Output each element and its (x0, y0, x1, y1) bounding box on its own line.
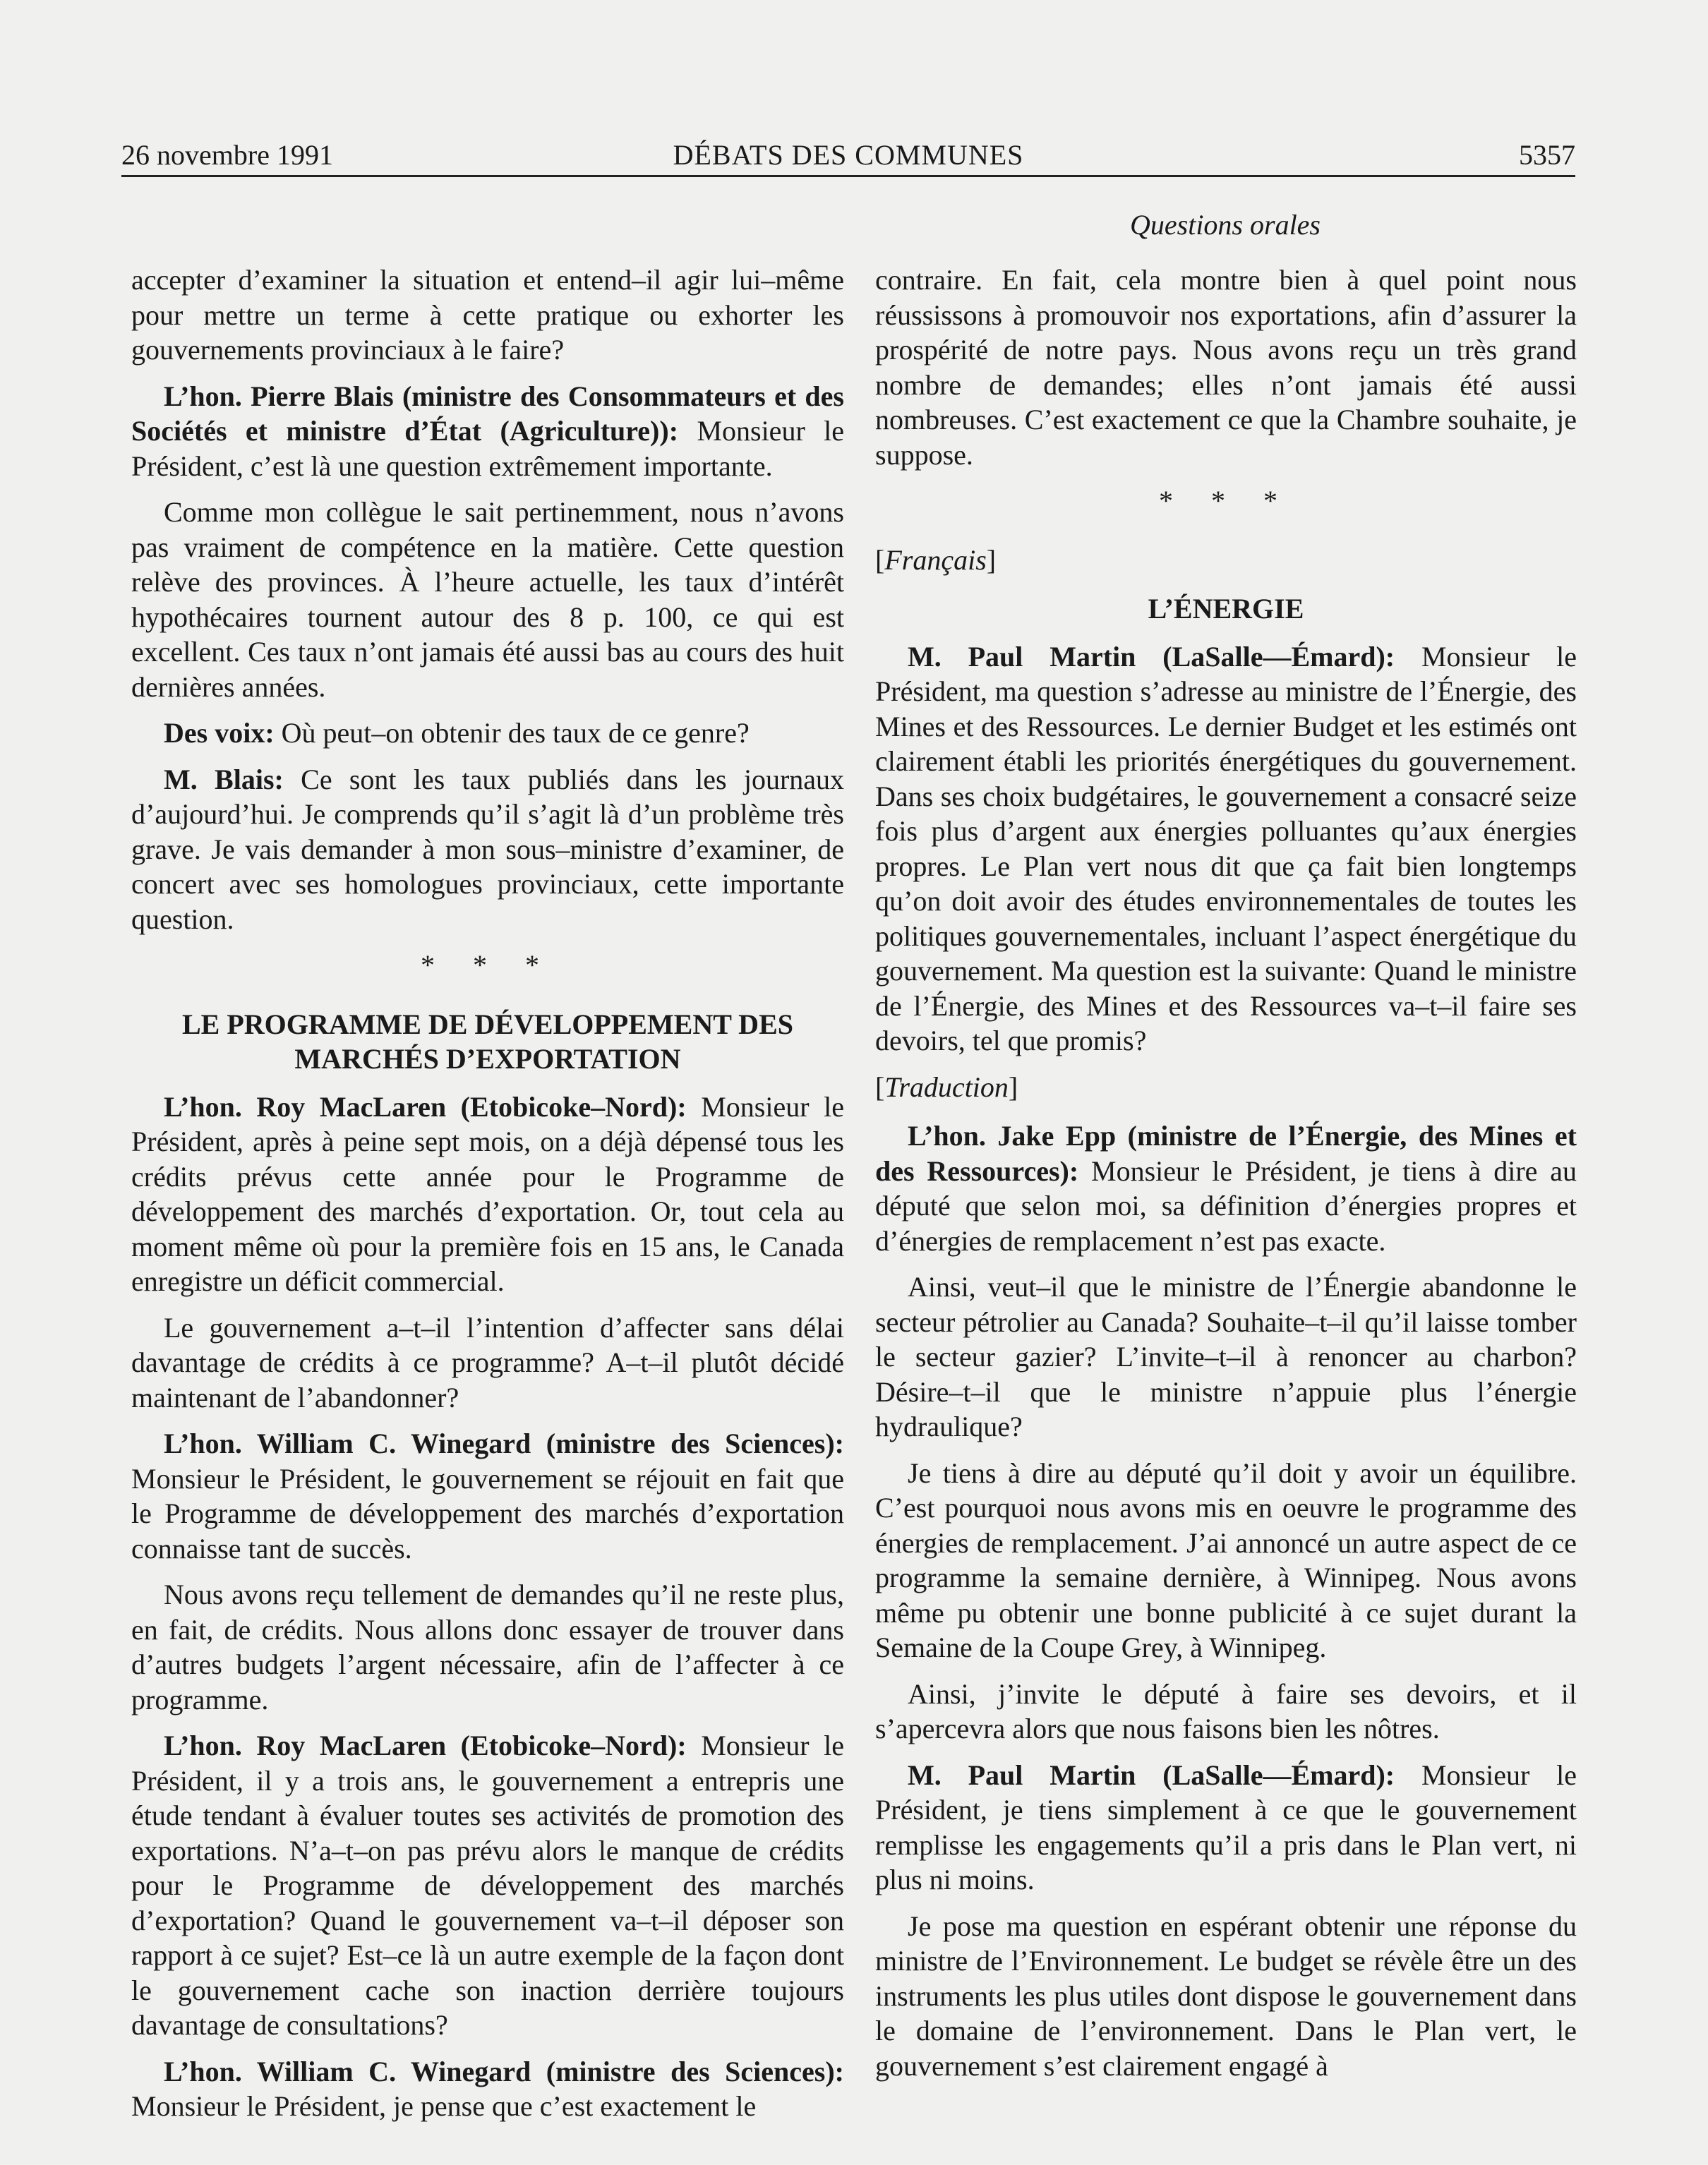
speaker-name: M. Paul Martin (LaSalle—Émard): (908, 640, 1395, 673)
speech-paragraph (131, 1728, 844, 2043)
speaker-name: M. Blais: (164, 763, 284, 795)
speech-paragraph (875, 1758, 1577, 1898)
speaker-name: L’hon. Jake Epp (ministre de l’Énergie, des Mines et des Ressources): (875, 1120, 1577, 1187)
language-label: Français (884, 543, 987, 576)
header-publication: DÉBATS DES COMMUNES (673, 139, 1024, 171)
speech-text: Où peut–on obtenir des taux de ce genre? (281, 717, 750, 749)
speech-paragraph (131, 716, 844, 751)
paragraph: Ainsi, j’invite le député à faire ses devoirs, et il s’apercevra alors que nous faisons bien les nôtres. (875, 1677, 1577, 1744)
speech-paragraph (131, 1426, 844, 1566)
speaker-name: L’hon. William C. Winegard (ministre des Sciences): (164, 2055, 844, 2087)
speech-text: Ce sont les taux publiés dans les journaux d’aujourd’hui. Je comprends qu’il s’agit là d’un problème très grave. Je vais demander à mon sous–ministre d’examiner, de concert avec ses homologues provinciaux, cette importante question. (131, 763, 845, 935)
section-heading: L’ÉNERGIE (1148, 593, 1304, 625)
paragraph: Comme mon collègue le sait pertinemment, nous n’avons pas vraiment de compétence en la matière. Cette question relève des provinces. À l’heure actuelle, les taux d’intérêt hypothécaires tournent autour des 8 p. 100, ce qui est excellent. Ces taux n’ont jamais été aussi bas au cours des huit dernières années. (131, 496, 844, 703)
section-separator: * * * (421, 949, 555, 981)
language-marker: [Français] (875, 543, 997, 576)
speech-paragraph (131, 379, 844, 484)
language-label: Traduction (884, 1071, 1009, 1103)
left-column (131, 263, 844, 2135)
paragraph: contraire. En fait, cela montre bien à quel point nous réussissons à promouvoir nos exportations, afin d’assurer la prospérité de notre pays. Nous avons reçu un très grand nombre de demandes; elles n’ont jamais été aussi nombreuses. C’est exactement ce que la Chambre souhaite, je suppose. (875, 264, 1577, 471)
speech-text: Monsieur le Président, je pense que c’est exactement le (131, 2090, 757, 2122)
speaker-name: L’hon. Roy MacLaren (Etobicoke–Nord): (164, 1730, 687, 1761)
speaker-name: Des voix: (164, 717, 275, 749)
speaker-name: L’hon. William C. Winegard (ministre des Sciences): (164, 1428, 844, 1459)
speaker-name: L’hon. Pierre Blais (ministre des Consommateurs et des Sociétés et ministre d’État (Agriculture)): (131, 380, 844, 447)
speaker-name: M. Paul Martin (LaSalle—Émard): (908, 1759, 1395, 1791)
right-column (875, 263, 1577, 2094)
speech-text: Monsieur le Président, le gouvernement se réjouit en fait que le Programme de développement des marchés d’exportation connaisse tant de succès. (131, 1462, 844, 1564)
speech-paragraph (131, 762, 844, 937)
paragraph: accepter d’examiner la situation et entend–il agir lui–même pour mettre un terme à cette pratique ou exhorter les gouvernements provinciaux à le faire? (131, 264, 844, 366)
header-date: 26 novembre 1991 (121, 139, 333, 171)
page-number: 5357 (1519, 139, 1575, 171)
speech-text: Monsieur le Président, je tiens à dire au député que selon moi, sa définition d’énergies propres et d’énergies de remplacement n’est pas exacte. (875, 1154, 1577, 1257)
paragraph: Nous avons reçu tellement de demandes qu’il ne reste plus, en fait, de crédits. Nous allons donc essayer de trouver dans d’autres budgets l’argent nécessaire, afin de l’affecter à ce programme. (131, 1579, 844, 1715)
language-marker: [Traduction] (875, 1071, 1018, 1103)
paragraph: Je tiens à dire au député qu’il doit y avoir un équilibre. C’est pourquoi nous avons mis en oeuvre le programme des énergies de remplacement. J’ai annoncé un autre aspect de ce programme la semaine dernière, à Winnipeg. Nous avons même pu obtenir une bonne publicité à ce sujet durant la Semaine de la Coupe Grey, à Winnipeg. (875, 1457, 1577, 1663)
section-separator: * * * (1159, 485, 1293, 517)
header-rule (121, 175, 1575, 177)
section-label: Questions orales (1130, 209, 1321, 241)
speech-text: Monsieur le Président, c’est là une question extrêmement importante. (131, 415, 845, 482)
speech-paragraph (131, 1090, 844, 1299)
speaker-name: L’hon. Roy MacLaren (Etobicoke–Nord): (164, 1090, 687, 1123)
paragraph: Je pose ma question en espérant obtenir une réponse du ministre de l’Environnement. Le budget se révèle être un des instruments les plus utiles dont dispose le gouvernement dans le domaine de l’environnement. Dans le Plan vert, le gouvernement s’est clairement engagé à (875, 1910, 1577, 2082)
speech-paragraph (131, 2054, 844, 2124)
speech-paragraph (875, 1118, 1577, 1258)
speech-text: Monsieur le Président, après à peine sept mois, on a déjà dépensé tous les crédits prévus cette année pour le Programme de développement des marchés d’exportation. Or, tout cela au moment même où pour la première fois en 15 ans, le Canada enregistre un déficit commercial. (131, 1090, 845, 1297)
speech-text: Monsieur le Président, il y a trois ans, le gouvernement a entrepris une étude tendant à évaluer toutes ses activités de promotion des exportations. N’a–t–on pas prévu alors le manque de crédits pour le Programme de développement des marchés d’exportation? Quand le gouvernement va–t–il déposer son rapport à ce sujet? Est–ce là un autre exemple de la façon dont le gouvernement cache son inaction derrière toujours davantage de consultations? (131, 1730, 845, 2041)
paragraph: Ainsi, veut–il que le ministre de l’Énergie abandonne le secteur pétrolier au Canada? Souhaite–t–il qu’il laisse tomber le secteur gazier? L’invite–t–il à renoncer au charbon? Désire–t–il que le ministre n’appuie plus l’énergie hydraulique? (875, 1271, 1577, 1442)
speech-text: Monsieur le Président, je tiens simplement à ce que le gouvernement remplisse les engagements qu’il a pris dans le Plan vert, ni plus ni moins. (875, 1759, 1577, 1895)
speech-paragraph (875, 639, 1577, 1059)
running-header (121, 137, 1575, 174)
paragraph: Le gouvernement a–t–il l’intention d’affecter sans délai davantage de crédits à ce programme? A–t–il plutôt décidé maintenant de l’abandonner? (131, 1311, 844, 1413)
speech-text: Monsieur le Président, ma question s’adresse au ministre de l’Énergie, des Mines et des Ressources. Le dernier Budget et les estimés ont clairement établi les priorités énergétiques du gouvernement. Dans ses choix budgétaires, le gouvernement a consacré seize fois plus d’argent aux énergies polluantes qu’aux énergies propres. Le Plan vert nous dit que ça fait bien longtemps qu’on doit avoir des études environnementales de toutes les politiques gouvernementales, incluant l’aspect énergétique du gouvernement. Ma question est la suivante: Quand le ministre de l’Énergie, des Mines et des Ressources va–t–il faire ses devoirs, tel que promis? (875, 640, 1577, 1056)
section-heading: LE PROGRAMME DE DÉVELOPPEMENT DES MARCHÉS D’EXPORTATION (182, 1008, 793, 1075)
